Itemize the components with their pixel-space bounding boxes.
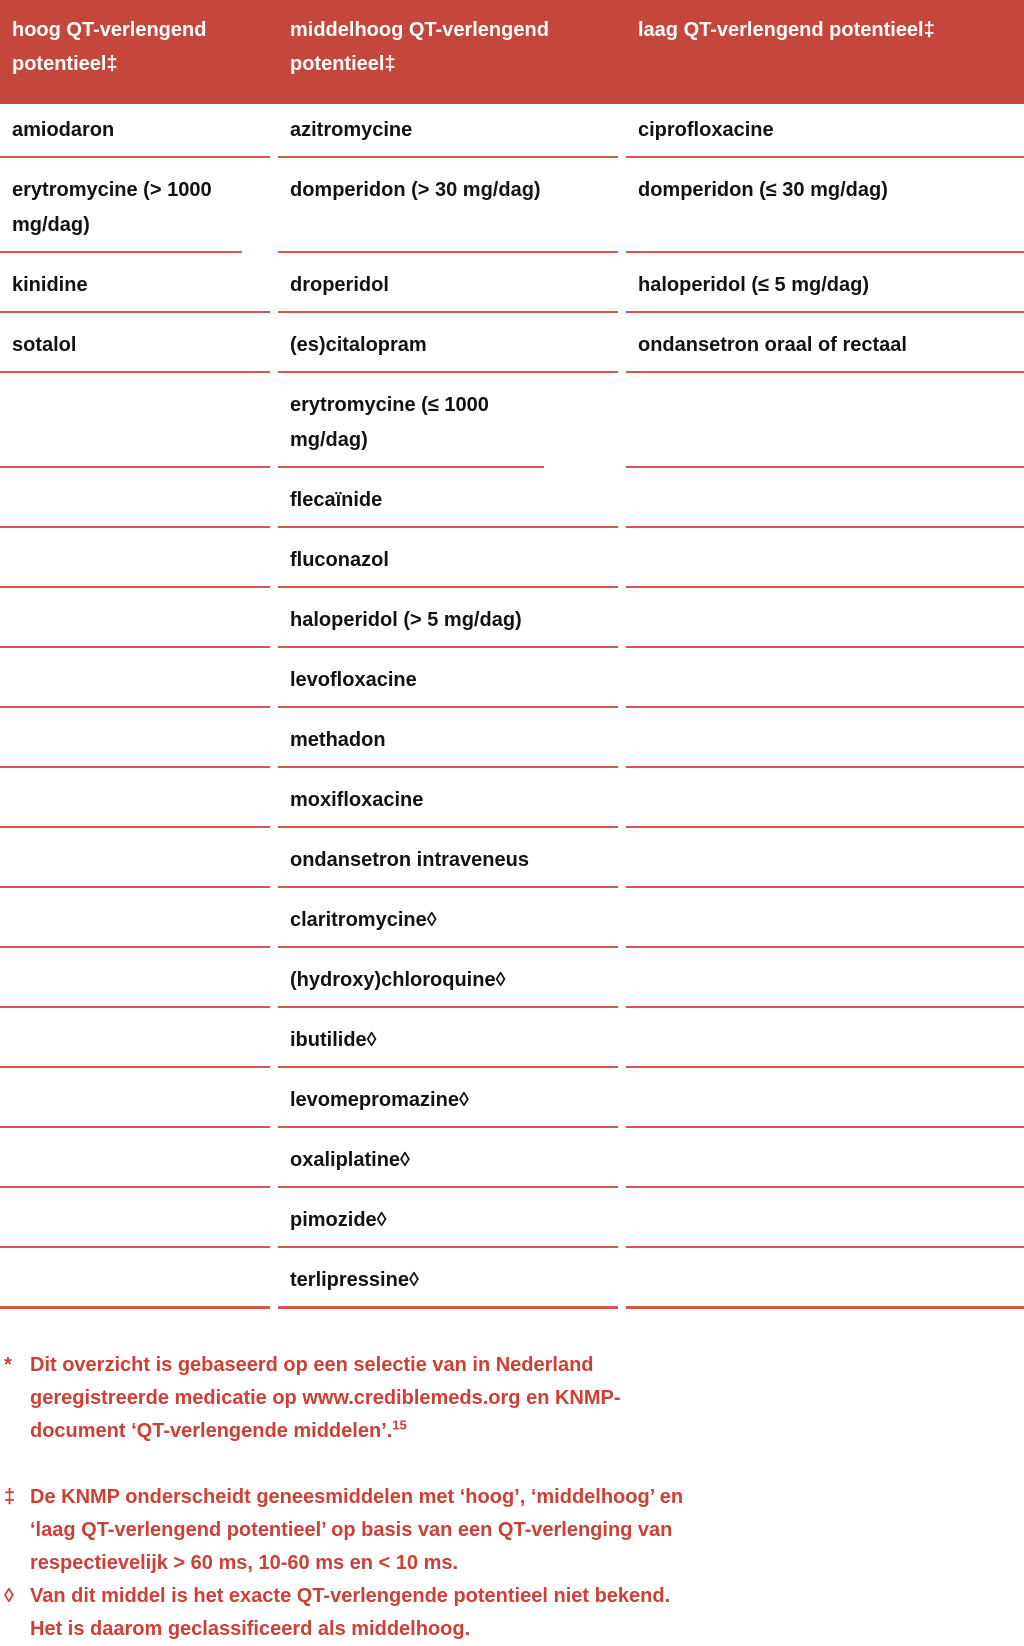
table-row bbox=[0, 468, 1024, 528]
drug-cell bbox=[626, 373, 1024, 468]
drug-cell bbox=[626, 1188, 1024, 1248]
drug-cell bbox=[0, 373, 270, 468]
drug-cell: amiodaron bbox=[0, 104, 270, 158]
footnote-text: Van dit middel is het exacte QT-verlengende potentieel niet bekend. Het is daarom geclassificeerd als middelhoog. bbox=[30, 1585, 671, 1640]
drug-cell: kinidine bbox=[0, 253, 270, 313]
drug-cell bbox=[0, 588, 270, 648]
drug-cell: erytromycine (≤ 1000 mg/dag) bbox=[278, 373, 544, 468]
drug-cell: ibutilide◊ bbox=[278, 1008, 618, 1068]
drug-cell bbox=[0, 648, 270, 708]
table-header-row bbox=[0, 0, 1024, 104]
drug-cell: haloperidol (≤ 5 mg/dag) bbox=[626, 253, 1024, 313]
drug-cell: erytromycine (> 1000 mg/dag) bbox=[0, 158, 242, 253]
drug-cell: haloperidol (> 5 mg/dag) bbox=[278, 588, 618, 648]
drug-cell bbox=[626, 828, 1024, 888]
drug-cell bbox=[0, 1248, 270, 1309]
drug-cell bbox=[0, 468, 270, 528]
table-row bbox=[0, 768, 1024, 828]
drug-cell: terlipressine◊ bbox=[278, 1248, 618, 1309]
drug-cell: domperidon (≤ 30 mg/dag) bbox=[626, 158, 1024, 253]
table-row bbox=[0, 1008, 1024, 1068]
table-row bbox=[0, 588, 1024, 648]
table-row bbox=[0, 708, 1024, 768]
table-row bbox=[0, 1128, 1024, 1188]
footnote-text: De KNMP onderscheidt geneesmiddelen met ‘hoog’, ‘middelhoog’ en ‘laag QT-verlengend potentieel’ op basis van een QT-verlenging van respectievelijk > 60 ms, 10-60 ms en < 10 ms. bbox=[30, 1486, 684, 1574]
drug-cell bbox=[0, 768, 270, 828]
drug-cell: azitromycine bbox=[278, 104, 618, 158]
drug-cell bbox=[0, 528, 270, 588]
table-body bbox=[0, 104, 1024, 1309]
table-row bbox=[0, 104, 1024, 158]
drug-cell: levomepromazine◊ bbox=[278, 1068, 618, 1128]
drug-cell bbox=[626, 768, 1024, 828]
drug-cell bbox=[626, 948, 1024, 1008]
drug-cell bbox=[626, 1008, 1024, 1068]
drug-cell: moxifloxacine bbox=[278, 768, 618, 828]
footnote-knmp-classification bbox=[0, 1481, 730, 1580]
column-header-high-potential: hoog QT-verlengend potentieel‡ bbox=[12, 19, 207, 75]
lozenge-symbol: ◊ bbox=[4, 1585, 14, 1607]
drug-cell bbox=[0, 1128, 270, 1188]
drug-cell: methadon bbox=[278, 708, 618, 768]
table-row bbox=[0, 253, 1024, 313]
footnotes-section bbox=[0, 1349, 1024, 1646]
table-row bbox=[0, 828, 1024, 888]
drug-cell bbox=[0, 888, 270, 948]
table-row bbox=[0, 158, 1024, 253]
column-header-medium-potential: middelhoog QT-verlengend potentieel‡ bbox=[290, 19, 549, 75]
footnote-text: Dit overzicht is gebaseerd op een selectie van in Nederland geregistreerde medicatie op www.crediblemeds.org en KNMP-document ‘QT-verlengende middelen’.$^{15}$ bbox=[30, 1354, 621, 1442]
drug-cell bbox=[0, 948, 270, 1008]
drug-cell bbox=[626, 888, 1024, 948]
table-row bbox=[0, 373, 1024, 468]
double-dagger-symbol: ‡ bbox=[4, 1486, 16, 1508]
table-row bbox=[0, 1068, 1024, 1128]
drug-cell bbox=[626, 528, 1024, 588]
drug-cell: domperidon (> 30 mg/dag) bbox=[278, 158, 618, 253]
drug-cell bbox=[626, 468, 1024, 528]
table-row bbox=[0, 1188, 1024, 1248]
drug-cell: pimozide◊ bbox=[278, 1188, 618, 1248]
column-header-low-potential: laag QT-verlengend potentieel‡ bbox=[638, 19, 935, 41]
drug-cell bbox=[626, 588, 1024, 648]
drug-cell: sotalol bbox=[0, 313, 270, 373]
table-row bbox=[0, 888, 1024, 948]
footnote-source bbox=[0, 1349, 655, 1448]
drug-cell bbox=[0, 1008, 270, 1068]
drug-cell: (hydroxy)chloroquine◊ bbox=[278, 948, 618, 1008]
drug-cell: levofloxacine bbox=[278, 648, 618, 708]
drug-cell: ondansetron oraal of rectaal bbox=[626, 313, 1024, 373]
drug-cell: ciprofloxacine bbox=[626, 104, 1024, 158]
drug-cell: oxaliplatine◊ bbox=[278, 1128, 618, 1188]
table-row bbox=[0, 648, 1024, 708]
reference-superscript: 15 bbox=[392, 1417, 407, 1433]
table-row bbox=[0, 1248, 1024, 1309]
footnote-lozenge-unknown-potential bbox=[0, 1580, 690, 1646]
drug-cell bbox=[0, 828, 270, 888]
drug-cell: ondansetron intraveneus bbox=[278, 828, 618, 888]
drug-cell bbox=[0, 1068, 270, 1128]
table-row bbox=[0, 948, 1024, 1008]
table-row bbox=[0, 313, 1024, 373]
drug-cell bbox=[0, 1188, 270, 1248]
drug-cell: (es)citalopram bbox=[278, 313, 618, 373]
drug-cell bbox=[0, 708, 270, 768]
table-row bbox=[0, 528, 1024, 588]
drug-cell bbox=[626, 1068, 1024, 1128]
drug-cell bbox=[626, 1128, 1024, 1188]
drug-cell: flecaïnide bbox=[278, 468, 618, 528]
drug-cell bbox=[626, 1248, 1024, 1309]
asterisk-symbol: * bbox=[4, 1354, 12, 1376]
drug-cell: fluconazol bbox=[278, 528, 618, 588]
drug-cell bbox=[626, 708, 1024, 768]
drug-cell: droperidol bbox=[278, 253, 618, 313]
drug-cell: claritromycine◊ bbox=[278, 888, 618, 948]
drug-cell bbox=[626, 648, 1024, 708]
